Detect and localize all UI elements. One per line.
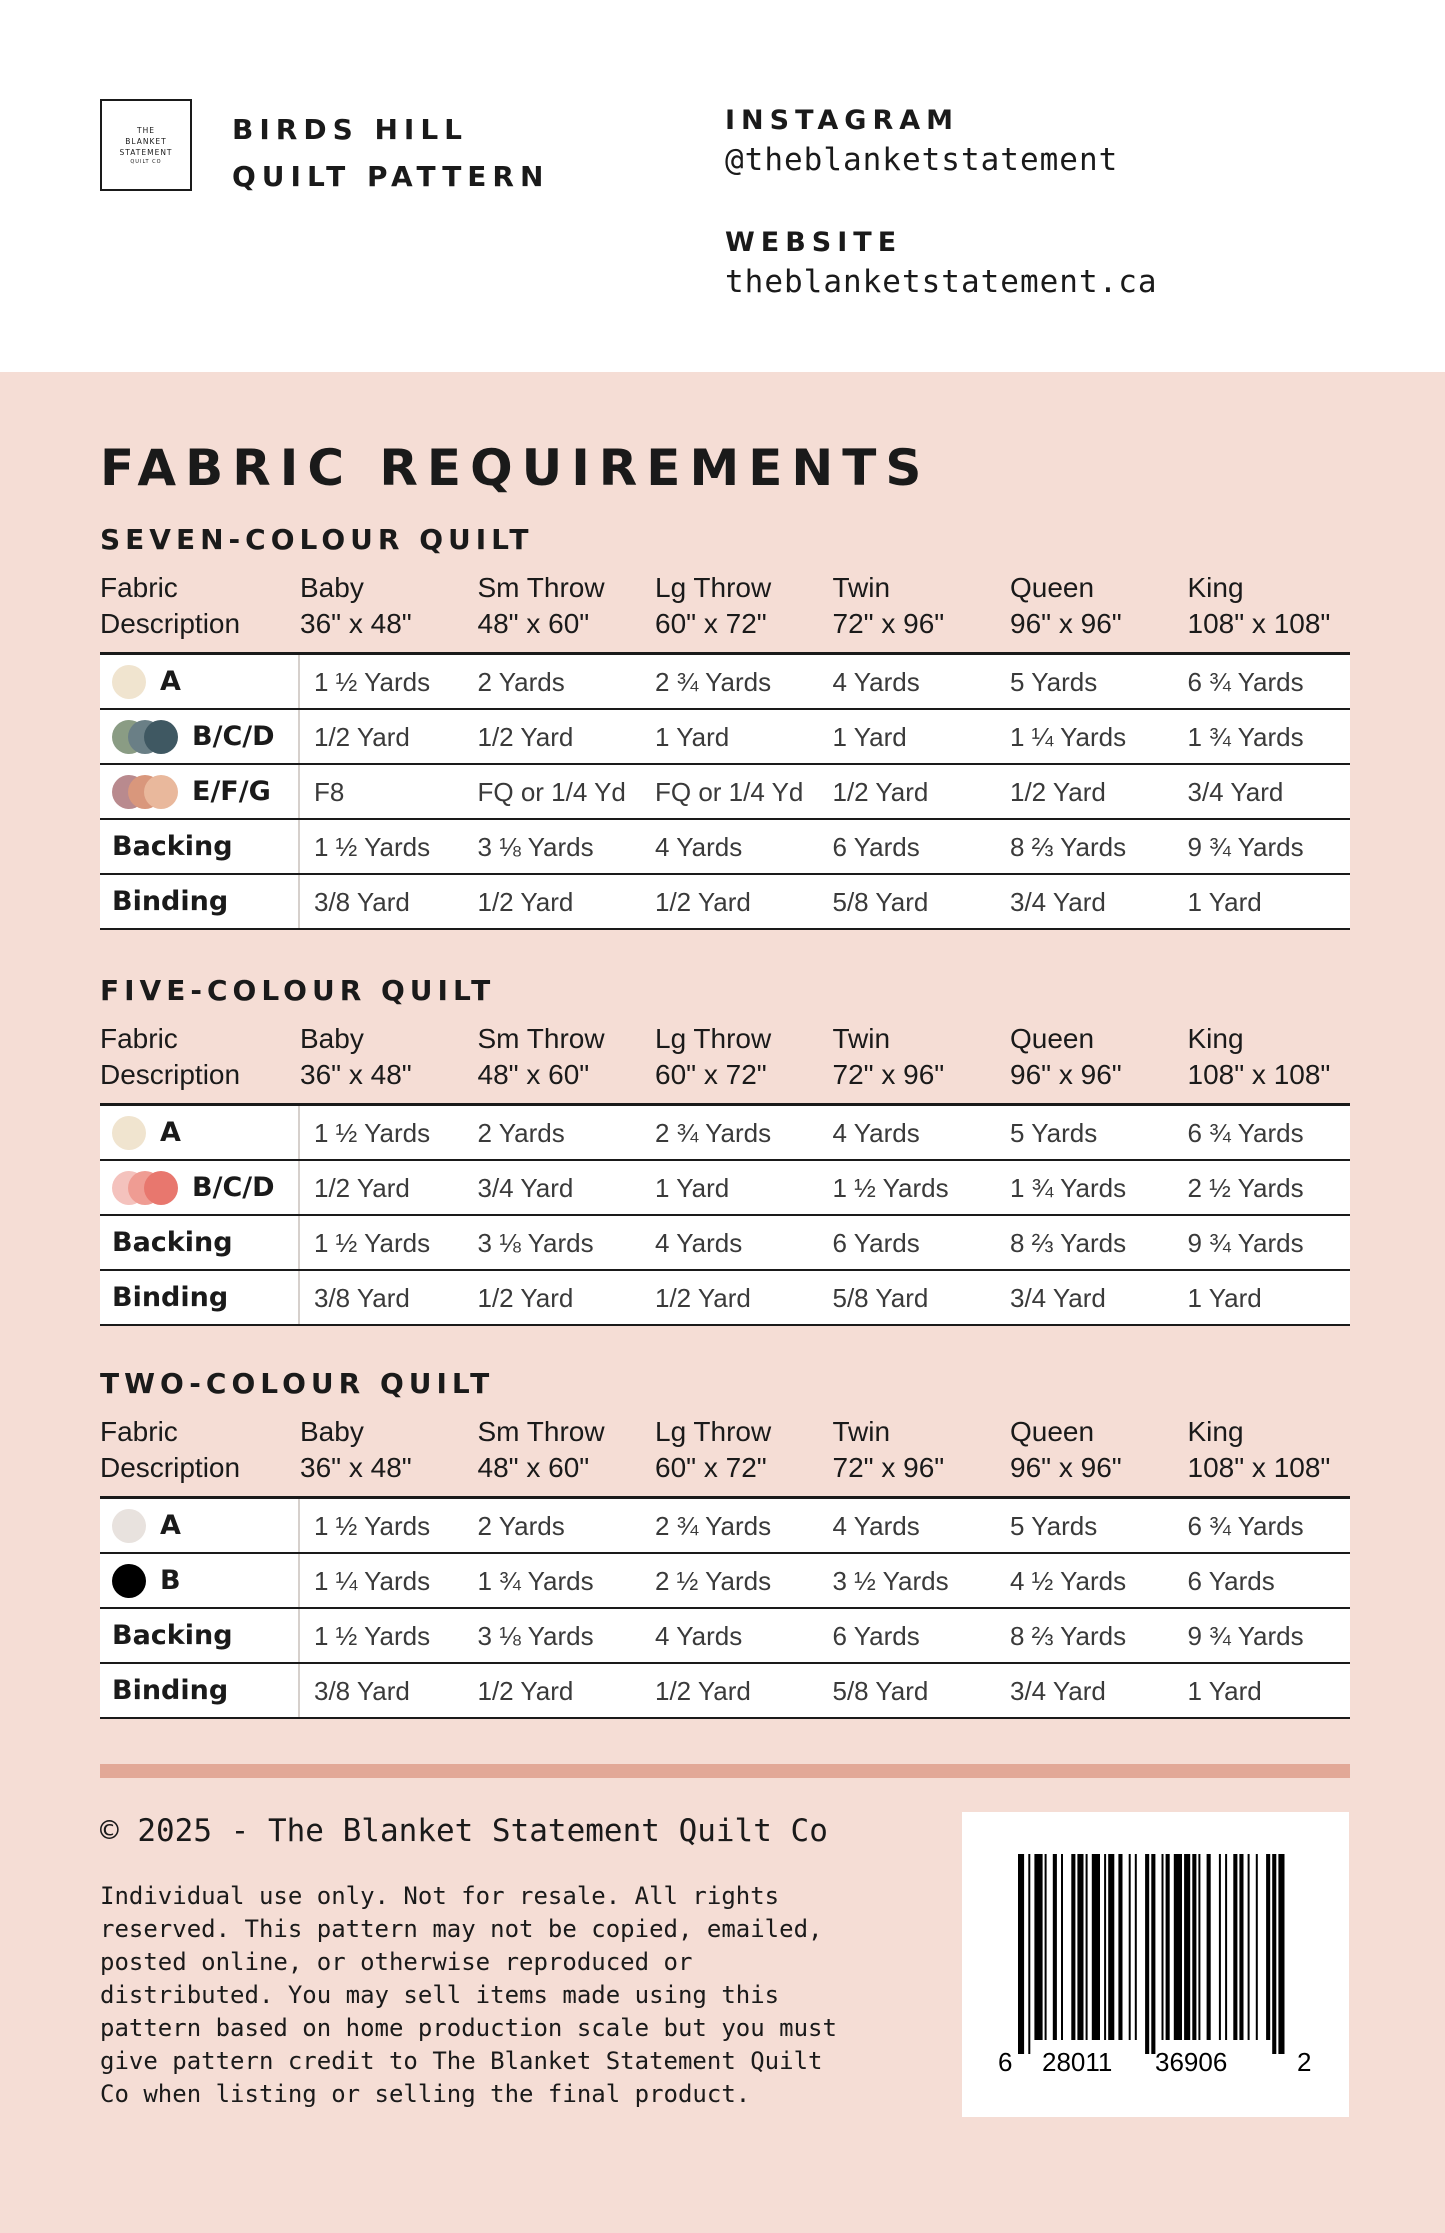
barcode-bar xyxy=(1086,1854,1088,2040)
barcode-bar xyxy=(1272,1854,1276,2054)
barcode-bar xyxy=(1192,1854,1196,2040)
barcode-bar xyxy=(1018,1854,1024,2054)
fabric-label: Binding xyxy=(112,1281,229,1313)
column-header xyxy=(1010,1021,1188,1103)
colour-swatches xyxy=(112,720,178,754)
barcode-bar xyxy=(1053,1854,1057,2040)
yardage-cell: 2 ¾ Yards xyxy=(655,1510,772,1541)
yardage-cell: 4 Yards xyxy=(832,1117,920,1148)
column-header-size: 108" x 108" xyxy=(1187,1452,1331,1483)
yardage-cell: 1 ½ Yards xyxy=(314,1117,431,1148)
column-header-name: Lg Throw xyxy=(655,1023,772,1054)
yardage-cell: 1 ½ Yards xyxy=(314,666,431,697)
yardage-cell: 5/8 Yard xyxy=(832,1282,929,1313)
yardage-cell: 5 Yards xyxy=(1010,1510,1098,1541)
yardage-cell: 1 Yard xyxy=(1187,886,1262,917)
column-header-size: 48" x 60" xyxy=(477,1059,590,1090)
column-header-size: 36" x 48" xyxy=(300,1452,412,1483)
yardage-cell: 1 Yard xyxy=(1187,1675,1262,1706)
barcode-bar xyxy=(1166,1854,1170,2040)
column-header-name: King xyxy=(1187,1416,1244,1447)
barcode-bar xyxy=(1174,1854,1182,2040)
fabric-label: B xyxy=(160,1564,181,1596)
yardage-cell: 1/2 Yard xyxy=(477,1282,574,1313)
yardage-cell: 1 ¾ Yards xyxy=(1010,1172,1127,1203)
barcode-bar xyxy=(1108,1854,1114,2040)
fabric-table xyxy=(100,1496,1350,1719)
yardage-cell: 1/2 Yard xyxy=(477,721,574,752)
section-title: SEVEN-COLOUR QUILT xyxy=(100,523,534,556)
yardage-cell: 2 ½ Yards xyxy=(1187,1172,1304,1203)
table-row xyxy=(100,820,1350,875)
logo-line: STATEMENT xyxy=(119,147,173,157)
yardage-cell: 2 Yards xyxy=(477,666,565,697)
logo-line: BLANKET xyxy=(125,136,167,146)
column-header-name: King xyxy=(1187,572,1244,603)
yardage-cell: 1 ½ Yards xyxy=(314,1510,431,1541)
column-header-name: Queen xyxy=(1010,1023,1095,1054)
section-title: FIVE-COLOUR QUILT xyxy=(100,974,496,1007)
barcode-bar xyxy=(1129,1854,1131,2040)
column-header-name: Sm Throw xyxy=(477,572,605,603)
yardage-cell: 1/2 Yard xyxy=(832,776,929,807)
yardage-cell: 9 ¾ Yards xyxy=(1187,831,1304,862)
table-row xyxy=(100,1216,1350,1271)
barcode-digit: 6 xyxy=(998,2047,1013,2077)
fabric-label: B/C/D xyxy=(192,1171,275,1203)
yardage-cell: 6 Yards xyxy=(1187,1565,1275,1596)
column-header-name: Sm Throw xyxy=(477,1023,605,1054)
barcode-bar xyxy=(1225,1854,1227,2040)
column-header-name: King xyxy=(1187,1023,1244,1054)
column-header-name: Fabric xyxy=(100,572,178,603)
legal-notice: Individual use only. Not for resale. All rights reserved. This pattern may not be copied, emailed, posted online, or otherwise reproduced or distributed. You may sell items made using this pattern based on home production scale but you must give pattern credit to The Blanket Statement Quilt Co when listing or selling the final product. xyxy=(100,1882,837,2108)
barcode-bar xyxy=(1061,1854,1063,2040)
logo-line: QUILT CO xyxy=(130,158,162,165)
fabric-label: A xyxy=(160,665,181,697)
column-header-size: 60" x 72" xyxy=(655,1059,767,1090)
page-title: FABRIC REQUIREMENTS xyxy=(100,439,931,497)
fabric-label: Backing xyxy=(112,830,233,862)
yardage-cell: 5 Yards xyxy=(1010,1117,1098,1148)
section-title: TWO-COLOUR QUILT xyxy=(100,1367,495,1400)
column-headers xyxy=(100,570,1350,652)
barcode-bar xyxy=(1198,1854,1200,2040)
yardage-cell: 8 ⅔ Yards xyxy=(1010,831,1127,862)
fabric-label-cell xyxy=(100,1554,300,1607)
yardage-cell: 6 Yards xyxy=(832,1227,920,1258)
column-header xyxy=(1188,1414,1350,1496)
fabric-label-cell xyxy=(100,1216,300,1269)
colour-swatch-icon xyxy=(112,665,146,699)
column-header-size: 96" x 96" xyxy=(1010,608,1122,639)
barcode-bar xyxy=(1162,1854,1164,2040)
yardage-cell: 1 ¾ Yards xyxy=(1187,721,1304,752)
colour-swatches xyxy=(112,665,146,699)
column-header xyxy=(1188,1021,1350,1103)
column-header-size: Description xyxy=(100,1452,241,1483)
colour-swatches xyxy=(112,775,178,809)
fabric-section xyxy=(100,1366,1350,1719)
yardage-cell: 3 ½ Yards xyxy=(832,1565,949,1596)
barcode-bar xyxy=(1233,1854,1237,2040)
column-header-name: Fabric xyxy=(100,1416,178,1447)
table-row xyxy=(100,1664,1350,1719)
yardage-cell: 9 ¾ Yards xyxy=(1187,1227,1304,1258)
fabric-label: A xyxy=(160,1116,181,1148)
yardage-cell: 1 ¾ Yards xyxy=(477,1565,594,1596)
barcode-bar xyxy=(1184,1854,1190,2040)
barcode-bar xyxy=(1248,1854,1250,2040)
yardage-cell: 1 ½ Yards xyxy=(314,1227,431,1258)
column-header xyxy=(100,1414,300,1496)
fabric-label: Binding xyxy=(112,1674,229,1706)
column-header xyxy=(833,570,1011,652)
yardage-cell: 1/2 Yard xyxy=(1010,776,1106,807)
instagram-handle[interactable]: @theblanketstatement xyxy=(725,142,1119,178)
colour-swatches xyxy=(112,1564,146,1598)
yardage-cell: 6 Yards xyxy=(832,1620,920,1651)
table-row xyxy=(100,1499,1350,1554)
column-header-size: 36" x 48" xyxy=(300,1059,412,1090)
colour-swatch-icon xyxy=(144,1171,178,1205)
barcode-digit: 36906 xyxy=(1155,2047,1228,2077)
yardage-cell: 6 ¾ Yards xyxy=(1187,1510,1304,1541)
column-header-name: Twin xyxy=(832,1416,891,1447)
table-row xyxy=(100,875,1350,930)
fabric-label-cell xyxy=(100,1271,300,1324)
header xyxy=(0,0,1445,372)
barcode-bar xyxy=(1071,1854,1075,2040)
fabric-label: B/C/D xyxy=(192,720,275,752)
barcode-bar xyxy=(1256,1854,1258,2040)
column-header xyxy=(1188,570,1350,652)
yardage-cell: 5 Yards xyxy=(1010,666,1098,697)
yardage-cell: 4 Yards xyxy=(832,666,920,697)
fabric-section xyxy=(100,973,1350,1326)
yardage-cell: 1/2 Yard xyxy=(655,1282,751,1313)
fabric-label: E/F/G xyxy=(192,775,271,807)
table-row xyxy=(100,710,1350,765)
column-header-size: 72" x 96" xyxy=(832,608,945,639)
yardage-cell: 5/8 Yard xyxy=(832,1675,929,1706)
column-header xyxy=(100,570,300,652)
column-header-name: Fabric xyxy=(100,1023,178,1054)
yardage-cell: 2 ¾ Yards xyxy=(655,1117,772,1148)
yardage-cell: 1/2 Yard xyxy=(314,1172,410,1203)
column-header-size: 108" x 108" xyxy=(1187,608,1331,639)
column-header-name: Sm Throw xyxy=(477,1416,605,1447)
pattern-title-line1: BIRDS HILL xyxy=(232,113,469,146)
column-header xyxy=(478,1021,656,1103)
column-header-size: 36" x 48" xyxy=(300,608,412,639)
barcode-bar xyxy=(1118,1854,1122,2040)
colour-swatch-icon xyxy=(144,720,178,754)
yardage-cell: 6 ¾ Yards xyxy=(1187,1117,1304,1148)
barcode-bar xyxy=(1104,1854,1106,2040)
fabric-label-cell xyxy=(100,710,300,763)
fabric-table xyxy=(100,1103,1350,1326)
fabric-label: Backing xyxy=(112,1226,233,1258)
colour-swatch-icon xyxy=(144,775,178,809)
table-row xyxy=(100,1609,1350,1664)
barcode-bar xyxy=(1077,1854,1083,2040)
column-header-name: Baby xyxy=(300,1416,364,1447)
column-header xyxy=(478,570,656,652)
fabric-label-cell xyxy=(100,765,300,818)
barcode-bar xyxy=(1145,1854,1149,2054)
barcode-bar xyxy=(1045,1854,1047,2040)
yardage-cell: 1 ¼ Yards xyxy=(1010,721,1127,752)
column-header xyxy=(1010,1414,1188,1496)
column-header xyxy=(300,1021,478,1103)
yardage-cell: 3/4 Yard xyxy=(1010,1675,1106,1706)
yardage-cell: 1 Yard xyxy=(655,1172,730,1203)
colour-swatches xyxy=(112,1509,146,1543)
column-header-size: 96" x 96" xyxy=(1010,1059,1122,1090)
fabric-label: Backing xyxy=(112,1619,233,1651)
yardage-cell: 1/2 Yard xyxy=(477,1675,574,1706)
yardage-cell: 1 Yard xyxy=(832,721,907,752)
column-header-size: 72" x 96" xyxy=(832,1059,945,1090)
yardage-cell: 9 ¾ Yards xyxy=(1187,1620,1304,1651)
table-row xyxy=(100,655,1350,710)
column-header xyxy=(655,1021,833,1103)
yardage-cell: 8 ⅔ Yards xyxy=(1010,1620,1127,1651)
yardage-cell: 4 Yards xyxy=(655,831,743,862)
yardage-cell: 3/4 Yard xyxy=(477,1172,574,1203)
column-header-name: Lg Throw xyxy=(655,1416,772,1447)
barcode-bar xyxy=(1034,1854,1042,2040)
column-header xyxy=(100,1021,300,1103)
column-header-size: 60" x 72" xyxy=(655,1452,767,1483)
column-header-name: Baby xyxy=(300,572,364,603)
yardage-cell: 4 ½ Yards xyxy=(1010,1565,1127,1596)
column-header xyxy=(655,570,833,652)
barcode-bar xyxy=(1092,1854,1100,2040)
column-headers xyxy=(100,1021,1350,1103)
yardage-cell: 2 ½ Yards xyxy=(655,1565,772,1596)
barcode xyxy=(962,1812,1349,2117)
column-header-name: Twin xyxy=(832,572,891,603)
barcode-bar xyxy=(1135,1854,1137,2040)
yardage-cell: 3 ⅛ Yards xyxy=(477,1620,594,1651)
yardage-cell: 4 Yards xyxy=(832,1510,920,1541)
yardage-cell: 1/2 Yard xyxy=(655,1675,751,1706)
instagram-label: INSTAGRAM xyxy=(725,105,960,136)
yardage-cell: 8 ⅔ Yards xyxy=(1010,1227,1127,1258)
table-row xyxy=(100,1554,1350,1609)
yardage-cell: 1/2 Yard xyxy=(314,721,410,752)
barcode-bar xyxy=(1028,1854,1030,2054)
column-header xyxy=(833,1021,1011,1103)
brand-logo xyxy=(100,99,192,191)
yardage-cell: 1/2 Yard xyxy=(477,886,574,917)
fabric-table xyxy=(100,652,1350,930)
contact-info xyxy=(725,102,1158,302)
table-row xyxy=(100,1161,1350,1216)
yardage-cell: 3/4 Yard xyxy=(1187,776,1284,807)
barcode-bar xyxy=(1278,1854,1284,2054)
yardage-cell: 1 ½ Yards xyxy=(314,1620,431,1651)
column-header-name: Lg Throw xyxy=(655,572,772,603)
yardage-cell: 4 Yards xyxy=(655,1227,743,1258)
fabric-label: Binding xyxy=(112,885,229,917)
yardage-cell: 5/8 Yard xyxy=(832,886,929,917)
column-header xyxy=(478,1414,656,1496)
yardage-cell: 2 Yards xyxy=(477,1117,565,1148)
yardage-cell: FQ or 1/4 Yd xyxy=(477,776,626,807)
yardage-cell: 1 ¼ Yards xyxy=(314,1565,431,1596)
yardage-cell: 2 ¾ Yards xyxy=(655,666,772,697)
yardage-cell: F8 xyxy=(314,776,345,807)
column-header xyxy=(1010,570,1188,652)
colour-swatch-icon xyxy=(112,1564,146,1598)
yardage-cell: 3/8 Yard xyxy=(314,886,410,917)
fabric-label-cell xyxy=(100,875,300,928)
colour-swatch-icon xyxy=(112,1509,146,1543)
column-header-name: Baby xyxy=(300,1023,364,1054)
column-header-size: 48" x 60" xyxy=(477,1452,590,1483)
column-header-size: 96" x 96" xyxy=(1010,1452,1122,1483)
yardage-cell: 6 Yards xyxy=(832,831,920,862)
column-header-size: Description xyxy=(100,1059,241,1090)
table-row xyxy=(100,765,1350,820)
fabric-label-cell xyxy=(100,820,300,873)
website-link[interactable]: theblanketstatement.ca xyxy=(725,264,1158,300)
fabric-label-cell xyxy=(100,1499,300,1552)
table-row xyxy=(100,1271,1350,1326)
fabric-label-cell xyxy=(100,1664,300,1717)
pattern-title xyxy=(232,106,549,200)
yardage-cell: 3/4 Yard xyxy=(1010,1282,1106,1313)
barcode-bar xyxy=(1151,1854,1155,2054)
colour-swatches xyxy=(112,1171,178,1205)
yardage-cell: 1 Yard xyxy=(655,721,730,752)
yardage-cell: 1/2 Yard xyxy=(655,886,751,917)
fabric-section xyxy=(100,522,1350,930)
column-headers xyxy=(100,1414,1350,1496)
yardage-cell: 4 Yards xyxy=(655,1620,743,1651)
column-header-size: Description xyxy=(100,608,241,639)
fabric-label-cell xyxy=(100,1106,300,1159)
yardage-cell: 3/8 Yard xyxy=(314,1282,410,1313)
column-header-name: Queen xyxy=(1010,1416,1095,1447)
barcode-digit: 28011 xyxy=(1042,2047,1113,2077)
colour-swatches xyxy=(112,1116,146,1150)
pattern-title-line2: QUILT PATTERN xyxy=(232,160,550,193)
column-header xyxy=(300,570,478,652)
barcode-digit: 2 xyxy=(1297,2047,1312,2077)
yardage-cell: 1 ½ Yards xyxy=(314,831,431,862)
yardage-cell: 1 Yard xyxy=(1187,1282,1262,1313)
yardage-cell: 6 ¾ Yards xyxy=(1187,666,1304,697)
yardage-cell: 3/8 Yard xyxy=(314,1675,410,1706)
barcode-bar xyxy=(1207,1854,1211,2040)
logo-line: THE xyxy=(137,125,155,135)
fabric-label-cell xyxy=(100,1609,300,1662)
website-label: WEBSITE xyxy=(725,227,903,258)
barcode-bar xyxy=(1239,1854,1243,2040)
colour-swatch-icon xyxy=(112,1116,146,1150)
column-header-size: 108" x 108" xyxy=(1187,1059,1331,1090)
yardage-cell: 3 ⅛ Yards xyxy=(477,831,594,862)
fabric-label-cell xyxy=(100,655,300,708)
column-header-size: 72" x 96" xyxy=(832,1452,945,1483)
yardage-cell: 2 Yards xyxy=(477,1510,565,1541)
copyright-text: © 2025 - The Blanket Statement Quilt Co xyxy=(100,1813,828,1849)
column-header-size: 60" x 72" xyxy=(655,608,767,639)
barcode-bar xyxy=(1219,1854,1221,2040)
yardage-cell: FQ or 1/4 Yd xyxy=(655,776,804,807)
yardage-cell: 3/4 Yard xyxy=(1010,886,1106,917)
barcode-bar xyxy=(1266,1854,1270,2040)
table-row xyxy=(100,1106,1350,1161)
column-header xyxy=(655,1414,833,1496)
fabric-label-cell xyxy=(100,1161,300,1214)
column-header-size: 48" x 60" xyxy=(477,608,590,639)
column-header-name: Twin xyxy=(832,1023,891,1054)
column-header-name: Queen xyxy=(1010,572,1095,603)
column-header xyxy=(833,1414,1011,1496)
yardage-cell: 3 ⅛ Yards xyxy=(477,1227,594,1258)
yardage-cell: 1 ½ Yards xyxy=(832,1172,949,1203)
column-header xyxy=(300,1414,478,1496)
fabric-label: A xyxy=(160,1509,181,1541)
accent-divider xyxy=(100,1764,1350,1778)
